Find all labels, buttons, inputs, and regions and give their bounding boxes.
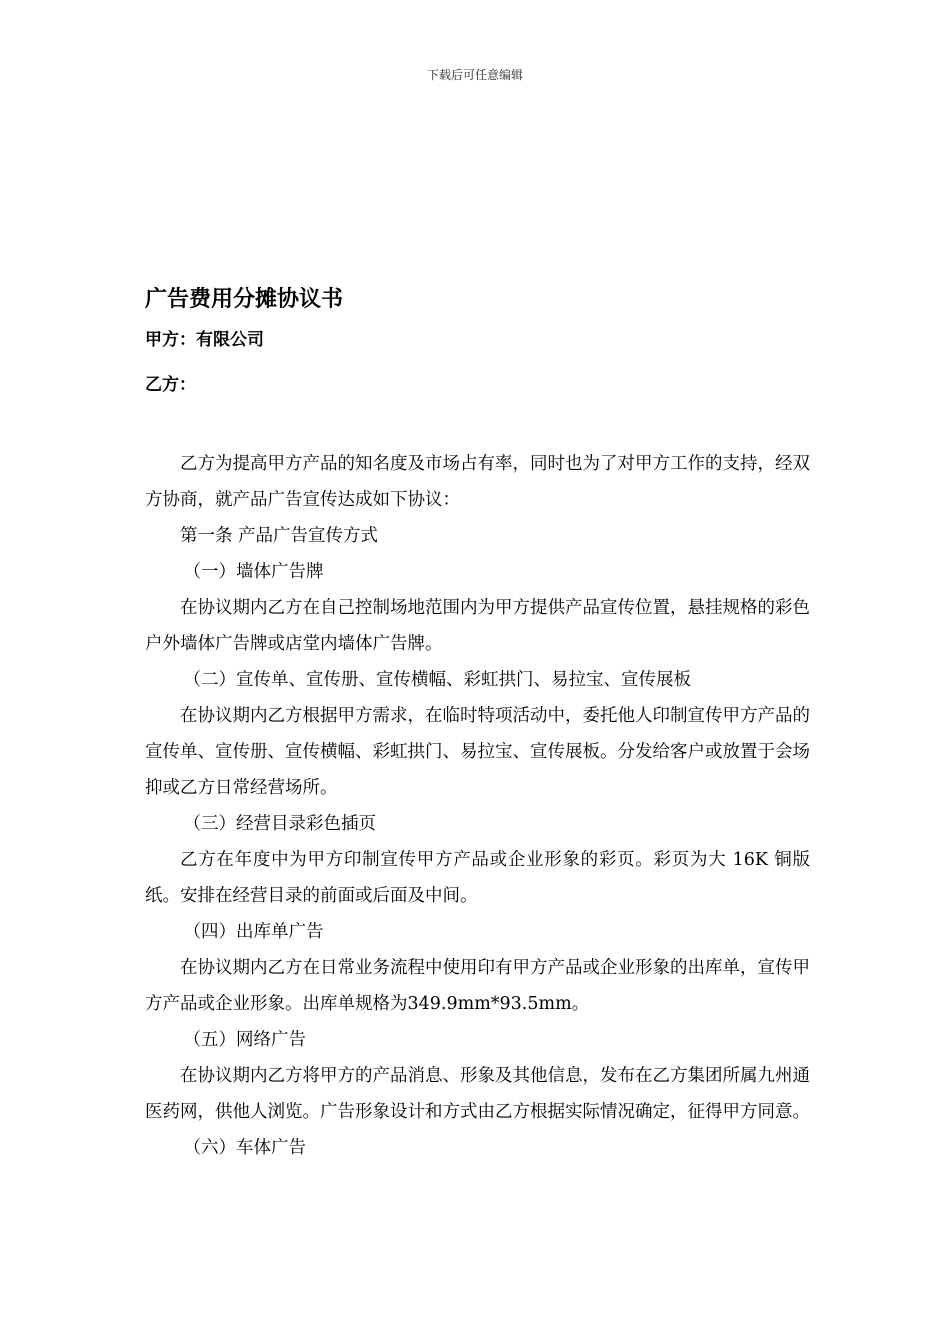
paragraph: 在协议期内乙方在日常业务流程中使用印有甲方产品或企业形象的出库单，宣传甲方产品或企业形象。出库单规格为349.9mm*93.5mm。 bbox=[145, 958, 810, 1014]
party-b: 乙方： bbox=[145, 375, 196, 395]
article-heading: 第一条 产品广告宣传方式 bbox=[180, 526, 379, 546]
paragraph: 乙方在年度中为甲方印制宣传甲方产品或企业形象的彩页。彩页为大 16K 铜版纸。安排在经营目录的前面或后面及中间。 bbox=[145, 850, 810, 906]
paragraph-intro: 乙方为提高甲方产品的知名度及市场占有率，同时也为了对甲方工作的支持，经双方协商，就产品广告宣传达成如下协议： bbox=[145, 454, 810, 510]
document-body bbox=[145, 446, 810, 1166]
document-title: 广告费用分摊协议书 bbox=[145, 287, 344, 312]
paragraph: 在协议期内乙方根据甲方需求，在临时特项活动中，委托他人印制宣传甲方产品的宣传单、宣传册、宣传横幅、彩虹拱门、易拉宝、宣传展板。分发给客户或放置于会场抑或乙方日常经营场所。 bbox=[145, 706, 810, 798]
section-heading: （三）经营目录彩色插页 bbox=[183, 814, 376, 834]
section-heading: （一）墙体广告牌 bbox=[183, 562, 324, 582]
header-note: 下载后可任意编辑 bbox=[426, 68, 523, 82]
section-heading: （五）网络广告 bbox=[183, 1030, 306, 1050]
paragraph: 在协议期内乙方将甲方的产品消息、形象及其他信息，发布在乙方集团所属九州通医药网，供他人浏览。广告形象设计和方式由乙方根据实际情况确定，征得甲方同意。 bbox=[145, 1066, 810, 1122]
section-heading: （二）宣传单、宣传册、宣传横幅、彩虹拱门、易拉宝、宣传展板 bbox=[183, 670, 691, 690]
paragraph: 在协议期内乙方在自己控制场地范围内为甲方提供产品宣传位置，悬挂规格的彩色户外墙体广告牌或店堂内墙体广告牌。 bbox=[145, 598, 810, 654]
party-a: 甲方：有限公司 bbox=[145, 330, 264, 350]
section-heading: （四）出库单广告 bbox=[183, 922, 324, 942]
section-heading: （六）车体广告 bbox=[183, 1138, 306, 1158]
